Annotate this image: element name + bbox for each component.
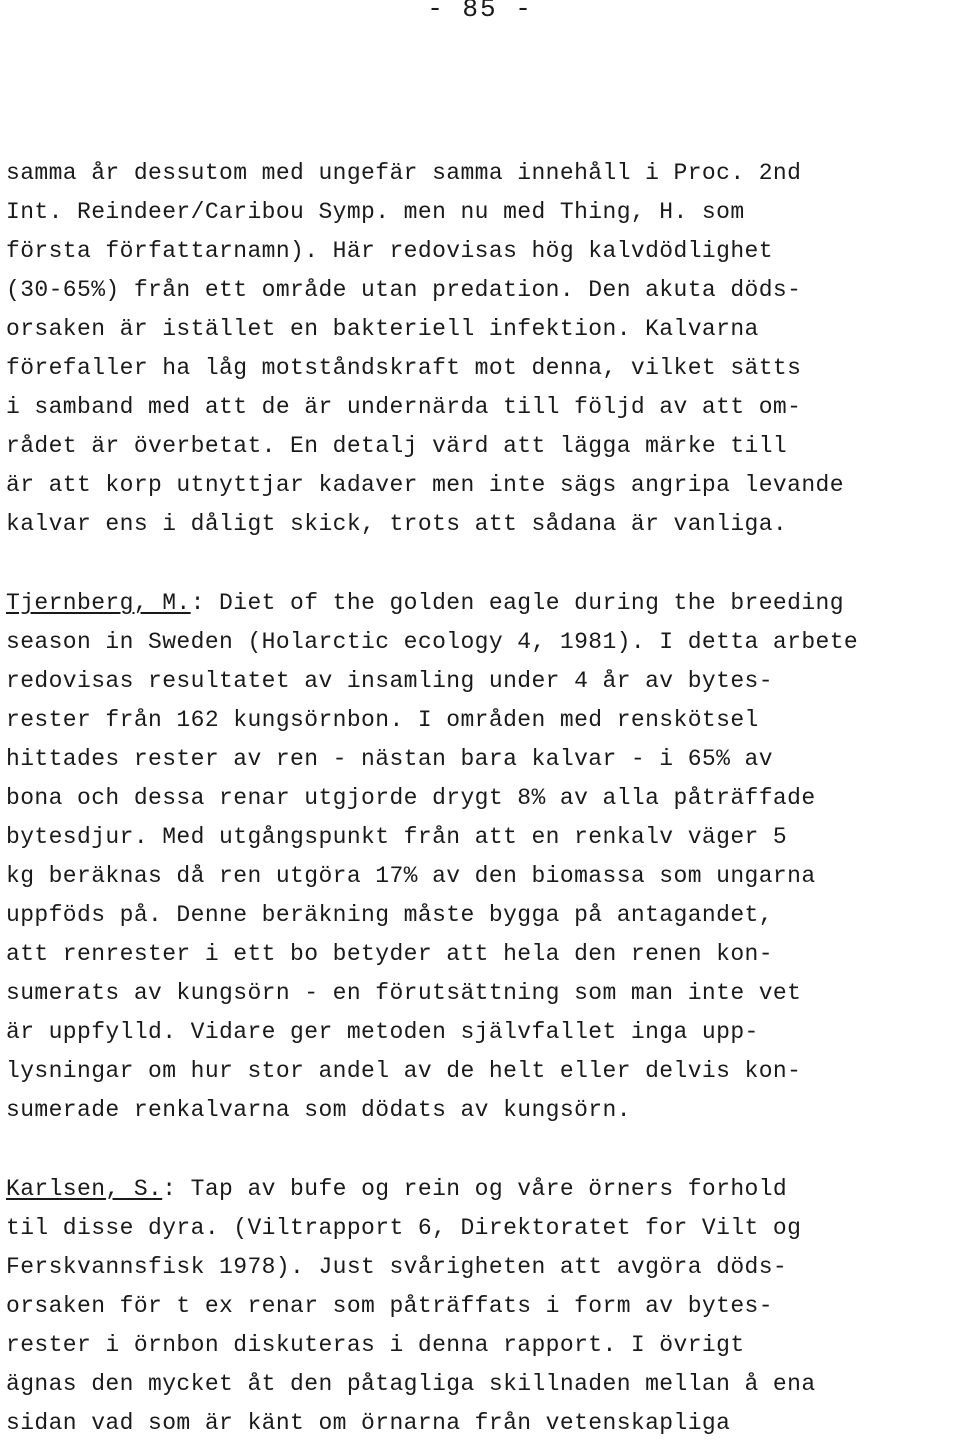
text-line: samma år dessutom med ungefär samma innehåll i Proc. 2nd (6, 160, 802, 186)
reference-title: Tap av bufe og rein og våre örners forhold (176, 1176, 788, 1202)
reference-entry-heading (6, 1174, 787, 1204)
text-line: season in Sweden (Holarctic ecology 4, 1981). I detta arbete (6, 629, 859, 655)
text-line: uppföds på. Denne beräkning måste bygga på antagandet, (6, 902, 773, 928)
text-line: ägnas den mycket åt den påtagliga skillnaden mellan å ena (6, 1371, 816, 1397)
text-line: rester från 162 kungsörnbon. I områden med renskötsel (6, 707, 759, 733)
text-line: rester i örnbon diskuteras i denna rapport. I övrigt (6, 1332, 745, 1358)
reference-author: Karlsen, S. (6, 1176, 163, 1202)
text-line: redovisas resultatet av insamling under 4 år av bytes- (6, 668, 773, 694)
reference-title: Diet of the golden eagle during the breeding (204, 590, 844, 616)
reference-author: Tjernberg, M. (6, 590, 191, 616)
text-line: att renrester i ett bo betyder att hela den renen kon- (6, 941, 773, 967)
text-line: i samband med att de är undernärda till följd av att om- (6, 394, 802, 420)
text-line: första författarnamn). Här redovisas hög kalvdödlighet (6, 238, 773, 264)
reference-entry-heading (6, 588, 844, 618)
text-line: rådet är överbetat. En detalj värd att lägga märke till (6, 433, 788, 459)
text-line: orsaken för t ex renar som påträffats i form av bytes- (6, 1293, 773, 1319)
text-line: sumerats av kungsörn - en förutsättning som man inte vet (6, 980, 802, 1006)
text-line: sidan vad som är känt om örnarna från vetenskapliga (6, 1410, 731, 1436)
text-line: til disse dyra. (Viltrapport 6, Direktoratet for Vilt og (6, 1215, 802, 1241)
text-line: är uppfylld. Vidare ger metoden självfallet inga upp- (6, 1019, 759, 1045)
reference-separator: : (190, 590, 205, 616)
text-line: orsaken är istället en bakteriell infektion. Kalvarna (6, 316, 759, 342)
reference-separator: : (162, 1176, 177, 1202)
text-line: lysningar om hur stor andel av de helt eller delvis kon- (6, 1058, 802, 1084)
page-number: - 85 - (427, 0, 533, 24)
text-line: Int. Reindeer/Caribou Symp. men nu med Thing, H. som (6, 199, 745, 225)
text-line: kalvar ens i dåligt skick, trots att sådana är vanliga. (6, 511, 788, 537)
text-line: bona och dessa renar utgjorde drygt 8% av alla påträffade (6, 785, 816, 811)
text-line: kg beräknas då ren utgöra 17% av den biomassa som ungarna (6, 863, 816, 889)
text-line: bytesdjur. Med utgångspunkt från att en renkalv väger 5 (6, 824, 788, 850)
text-line: sumerade renkalvarna som dödats av kungsörn. (6, 1097, 631, 1123)
text-line: förefaller ha låg motståndskraft mot denna, vilket sätts (6, 355, 802, 381)
text-line: (30-65%) från ett område utan predation. Den akuta döds- (6, 277, 802, 303)
text-line: är att korp utnyttjar kadaver men inte sägs angripa levande (6, 472, 844, 498)
text-line: Ferskvannsfisk 1978). Just svårigheten att avgöra döds- (6, 1254, 788, 1280)
text-line: hittades rester av ren - nästan bara kalvar - i 65% av (6, 746, 773, 772)
